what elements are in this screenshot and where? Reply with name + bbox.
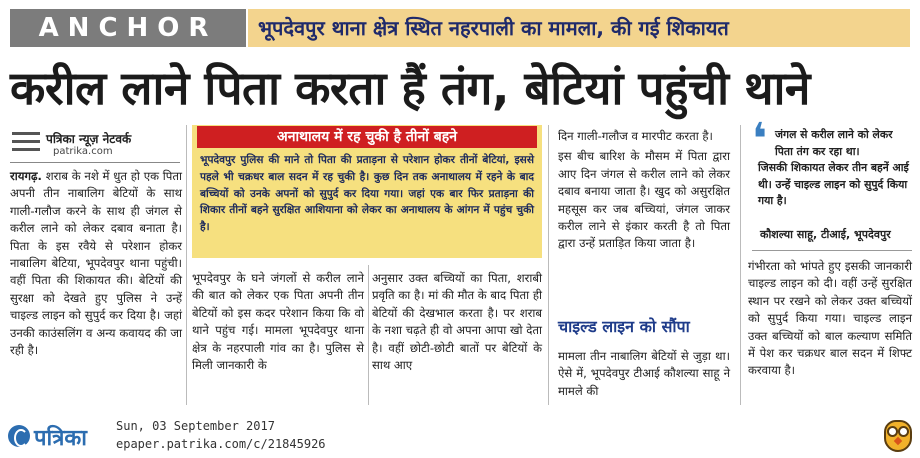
divider [10,162,180,163]
subheading: चाइल्ड लाइन को सौंपा [558,317,690,336]
article-column-2 [192,270,364,374]
column-divider [548,125,549,405]
sidebar-box-body: भूपदेवपुर पुलिस की माने तो पिता की प्रताड़ना से परेशान होकर तीनों बेटियां, इससे पहले भी चक्रधर बाल सदन में रह चुकी है। कुछ दिन तक अनाथालय में रहने के बाद बच्चियों को उनके अपनों को सुपुर्द कर दिया गया। जहां एक बार फिर प्रताड़ना की शिकार तीनों बहने सुरक्षित आशियाना को लेकर का अनाथालय के आंगन में पहुंच चुकी है। [200,154,534,234]
column-5-text: गंभीरता को भांपते हुए इसकी जानकारी चाइल्ड लाइन को दी। वहीं उन्हें सुरक्षित स्थान पर रखने को लेकर उक्त बच्चियों को सुपुर्द किया गया। चाइल्ड लाइन उक्त बच्चियों को बाल कल्याण समिति में पेश कर चक्रधर बाल सदन में शिफ्ट करवाया है। [748,259,912,378]
anchor-label: ANCHOR [10,9,246,47]
epaper-url[interactable]: epaper.patrika.com/c/21845926 [116,437,326,451]
patrika-logo: पत्रिका [34,426,87,451]
byline-site: patrika.com [53,146,113,157]
column-4-text-bottom: मामला तीन नाबालिग बेटियों से जुड़ा था। ऐसे में, भूपदेवपुर टीआई कौशल्या साहू ने मामले की [558,349,730,398]
patrika-byline-icon [12,126,40,162]
column-1-text: शराब के नशे में धुत हो एक पिता अपनी तीन नाबालिग बेटियों के साथ गाली-गलौज करने के साथ ही जंगल से करील लाने को लेकर दबाव बनाता है। पिता के इस रवैये से परेशान होकर नाबालिग बेटिया, भूपदेवपुर थाना पहुंची। वहीं पिता की शिकायत की। बेटियों की सुरक्षा को देखते हुए पुलिस ने उन्हें चाइल्ड लाइन को सुपुर्द कर दिया है। जहां उनकी काउंसलिंग व अन्य कवायद की जा रही है। [10,169,182,358]
publish-date: Sun, 03 September 2017 [116,419,275,433]
article-column-3 [372,270,542,374]
column-4-text-top: दिन गाली-गलौज व मारपीट करता है। [558,129,713,143]
header-strip-text: भूपदेवपुर थाना क्षेत्र स्थित नहरपाली का मामला, की गई शिकायत [258,16,729,40]
owl-icon [881,414,915,454]
patrika-logo-icon [8,425,30,447]
quote-line-1: जंगल से करील लाने को लेकर पिता तंग कर रहा था। [775,128,893,158]
header-strip [248,9,910,47]
article-column-1 [10,168,182,359]
byline-name: पत्रिका न्यूज़ नेटवर्क [46,132,132,146]
article-column-4 [558,128,730,253]
quote-line-2: जिसकी शिकायत लेकर तीन बहनें आई थी। उन्हें चाइल्ड लाइन को सुपुर्द किया गया है। [758,161,909,207]
sidebar-box-title: अनाथालय में रह चुकी है तीनों बहने [197,126,537,148]
column-divider [368,265,369,405]
article-column-5 [748,258,912,380]
divider [752,250,912,251]
article-column-4-bottom [558,348,730,400]
column-divider [186,125,187,405]
column-2-text: भूपदेवपुर के घने जंगलों से करील लाने की बात को लेकर एक पिता अपनी तीन बेटियों को इस कदर परेशान किया कि वो थाने पहुंच गई। मामला भूपदेवपुर थाना क्षेत्र के नहरपाली गांव का है। पुलिस से मिली जानकारी के [192,271,364,373]
quote-icon: ❛ [752,114,768,165]
headline: करील लाने पिता करता हैं तंग, बेटियां पहुंची थाने [10,61,810,115]
column-divider [740,125,741,405]
column-4-text-mid: इस बीच बारिश के मौसम में पिता द्वारा आए दिन जंगल से करील लाने को लेकर दबाव बनाया जाता है। खुद को असुरक्षित महसूस कर जब बच्चियां, जंगल जाकर करील लाने से इंकार करती है तो पिता द्वारा उन्हें प्रताड़ित किया जाता है। [558,149,730,251]
dateline: रायगढ़. [10,169,42,183]
column-3-text: अनुसार उक्त बच्चियों का पिता, शराबी प्रवृति का है। मां की मौत के बाद पिता ही बेटियों की देखभाल करता है। पर शराब के नशा चढ़ते ही वो अपना आपा खो देता है। वहीं छोटी-छोटी बातों पर बेटियों के साथ आए [372,271,542,373]
quote-author: कौशल्या साहू, टीआई, भूपदेवपुर [760,228,891,241]
